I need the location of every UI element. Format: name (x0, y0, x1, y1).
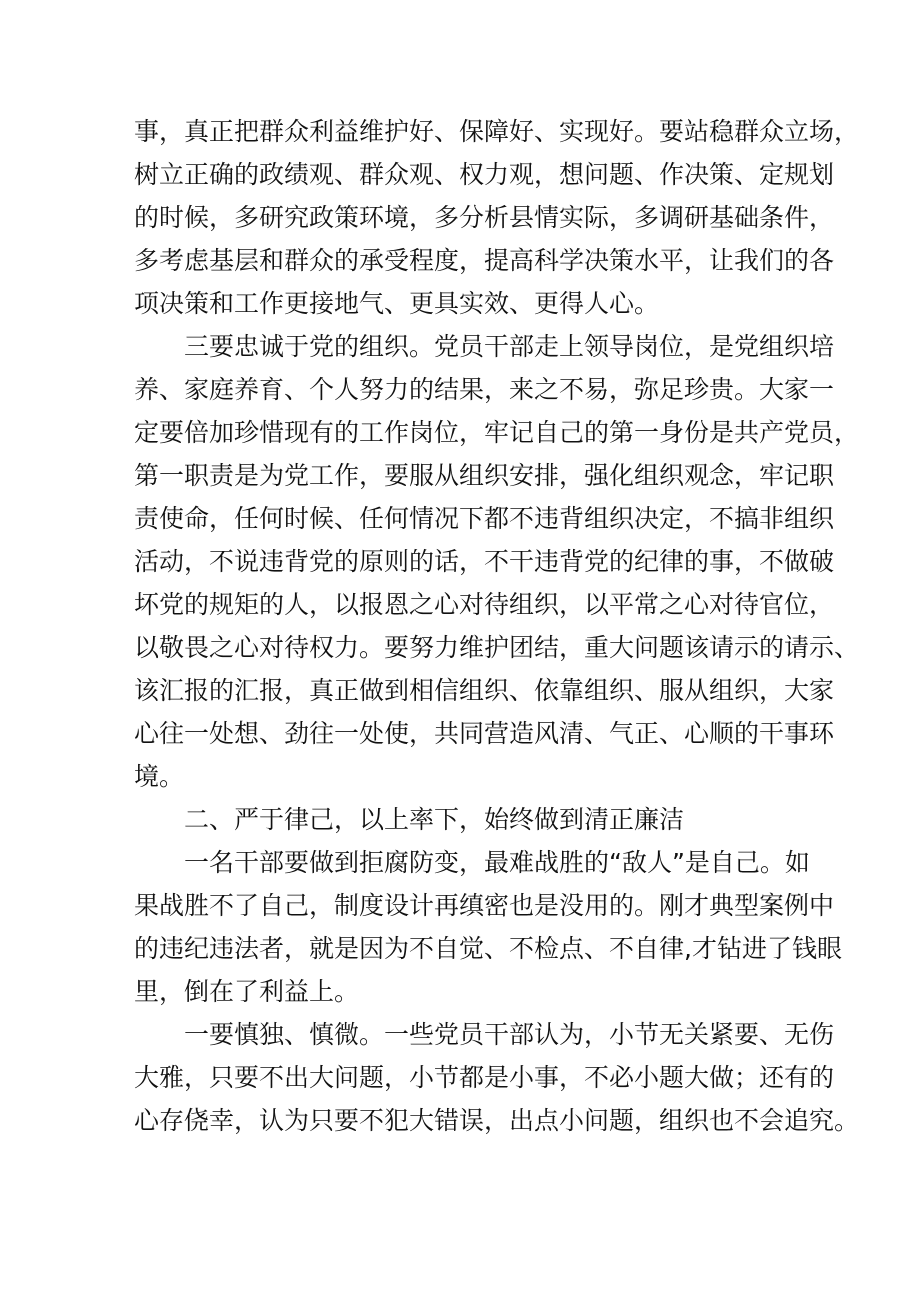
text-line: 的时候，多研究政策环境，多分析县情实际，多调研基础条件， (134, 203, 835, 232)
text-line: 责使命，任何时候、任何情况下都不违背组织决定，不搞非组织 (134, 504, 835, 533)
text-line: 事，真正把群众利益维护好、保障好、实现好。要站稳群众立场， (134, 117, 860, 146)
section-heading (134, 798, 794, 841)
text-line: 一名干部要做到拒腐防变，最难战胜的“敌人”是自己。如 (184, 848, 810, 877)
heading-text: 二、严于律己，以上率下，始终做到清正廉洁 (184, 805, 685, 834)
text-line: 项决策和工作更接地气、更具实效、更得人心。 (134, 289, 660, 318)
text-line: 里，倒在了利益上。 (134, 977, 360, 1006)
text-line: 果战胜不了自己，制度设计再缜密也是没用的。刚才典型案例中 (134, 891, 835, 920)
text-line: 境。 (134, 762, 185, 791)
text-line: 的违纪违法者，就是因为不自觉、不检点、不自律,才钻进了钱眼 (134, 934, 842, 963)
paragraph-prudence (134, 1013, 860, 1142)
text-line: 以敬畏之心对待权力。要努力维护团结，重大问题该请示的请示、 (134, 633, 860, 662)
paragraph-mass-line (134, 110, 860, 325)
paragraph-loyalty (134, 325, 860, 798)
text-line: 活动，不说违背党的原则的话，不干违背党的纪律的事，不做破 (134, 547, 835, 576)
text-line: 该汇报的汇报，真正做到相信组织、依靠组织、服从组织，大家 (134, 676, 835, 705)
text-line: 多考虑基层和群众的承受程度，提高科学决策水平，让我们的各 (134, 246, 835, 275)
text-line: 定要倍加珍惜现有的工作岗位，牢记自己的第一身份是共产党员， (134, 418, 860, 447)
document-body (134, 110, 860, 1142)
text-line: 第一职责是为党工作，要服从组织安排，强化组织观念，牢记职 (134, 461, 835, 490)
text-line: 一要慎独、慎微。一些党员干部认为，小节无关紧要、无伤 (184, 1020, 835, 1049)
text-line: 养、家庭养育、个人努力的结果，来之不易，弥足珍贵。大家一 (134, 375, 835, 404)
text-line: 树立正确的政绩观、群众观、权力观，想问题、作决策、定规划 (134, 160, 835, 189)
text-line: 三要忠诚于党的组织。党员干部走上领导岗位，是党组织培 (184, 332, 835, 361)
text-line: 心往一处想、劲往一处使，共同营造风清、气正、心顺的干事环 (134, 719, 835, 748)
paragraph-self-discipline (134, 841, 842, 1013)
text-line: 心存侥幸，认为只要不犯大错误，出点小问题，组织也不会追究。 (134, 1106, 860, 1135)
text-line: 坏党的规矩的人，以报恩之心对待组织，以平常之心对待官位， (134, 590, 835, 619)
text-line: 大雅，只要不出大问题，小节都是小事，不必小题大做；还有的 (134, 1063, 835, 1092)
